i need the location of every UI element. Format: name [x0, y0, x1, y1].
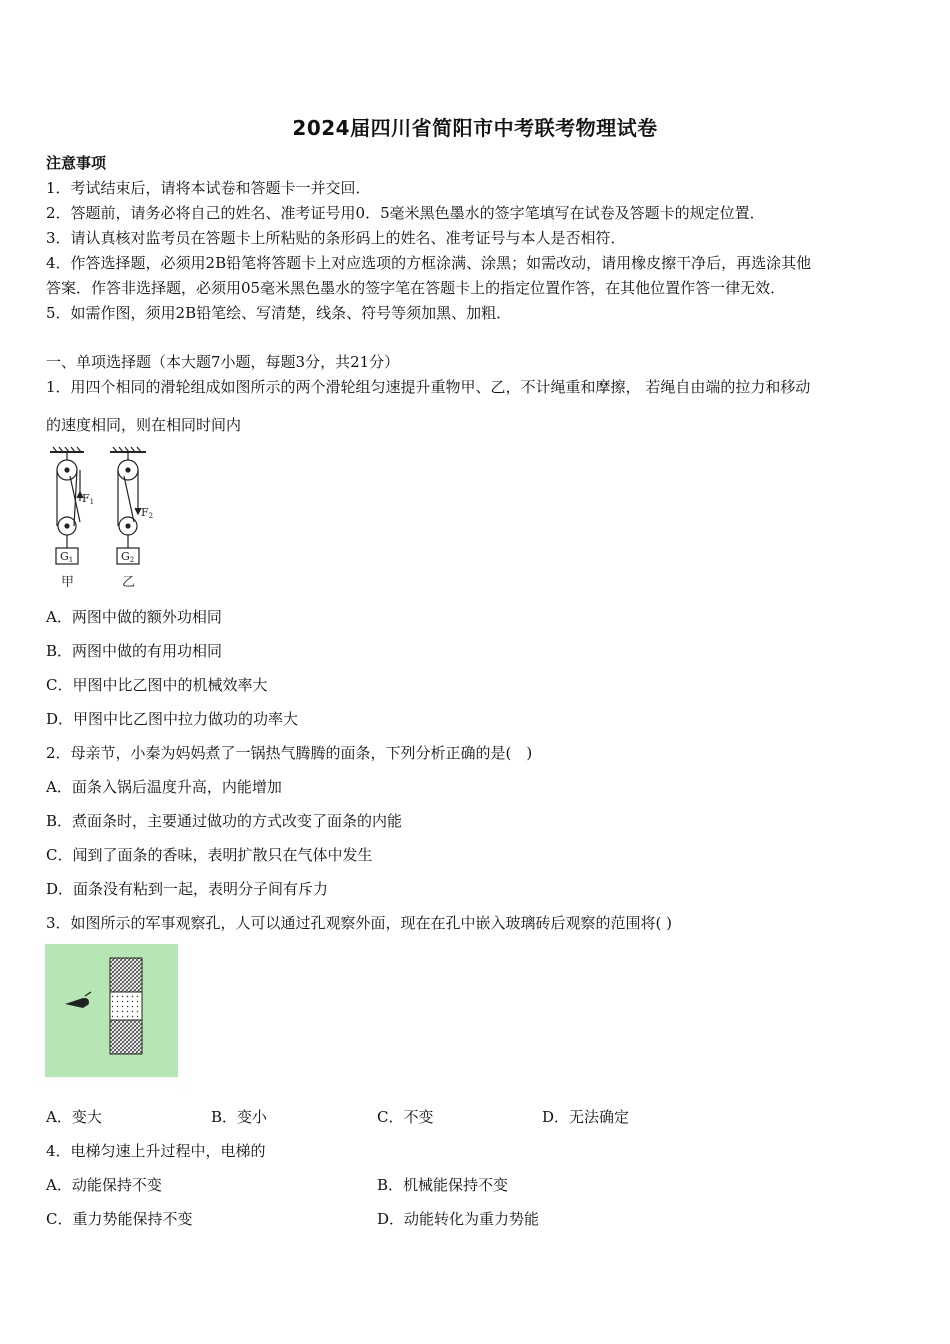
figure-label-left: 甲	[61, 575, 75, 590]
q2-option-a[interactable]: A．面条入锅后温度升高，内能增加	[46, 778, 282, 796]
q1-option-c[interactable]: C．甲图中比乙图中的机械效率大	[46, 676, 268, 694]
figure-label-right: 乙	[122, 575, 136, 590]
q4-option-b[interactable]: B．机械能保持不变	[377, 1176, 509, 1194]
notice-item: 2．答题前，请务必将自己的姓名、准考证号用0．5毫米黑色墨水的签字笔填写在试卷及答题卡的规定位置．	[46, 204, 765, 222]
notice-item: 3．请认真核对监考员在答题卡上所粘贴的条形码上的姓名、准考证号与本人是否相符．	[46, 229, 626, 247]
q1-stem-line2: 的速度相同，则在相同时间内	[46, 416, 242, 434]
q3-option-d[interactable]: D．无法确定	[542, 1108, 630, 1126]
force-label-f1: F1	[82, 492, 95, 506]
notice-item: 答案．作答非选择题，必须用05毫米黑色墨水的签字笔在答题卡上的指定位置作答，在其他位置作答一律无效．	[46, 279, 786, 297]
weight-label-g2: G2	[121, 550, 135, 564]
weight-label-g1: G1	[60, 550, 74, 564]
q3-option-b[interactable]: B．变小	[211, 1108, 268, 1126]
observation-hole-diagram	[45, 944, 178, 1077]
q1-option-d[interactable]: D．甲图中比乙图中拉力做功的功率大	[46, 710, 299, 728]
wall-top	[110, 958, 142, 992]
notice-item: 4．作答选择题，必须用2B铅笔将答题卡上对应选项的方框涂满、涂黑；如需改动，请用橡皮擦干净后，再选涂其他	[46, 254, 812, 272]
q3-option-a[interactable]: A．变大	[46, 1108, 102, 1126]
page-title: 2024届四川省简阳市中考联考物理试卷	[292, 116, 658, 140]
q1-option-b[interactable]: B．两图中做的有用功相同	[46, 642, 223, 660]
notice-heading: 注意事项	[46, 154, 107, 172]
q4-option-c[interactable]: C．重力势能保持不变	[46, 1210, 193, 1228]
notice-item: 1．考试结束后，请将本试卷和答题卡一并交回．	[46, 179, 371, 197]
q4-option-a[interactable]: A．动能保持不变	[46, 1176, 162, 1194]
glass-brick	[110, 992, 142, 1020]
q2-stem: 2．母亲节，小秦为妈妈煮了一锅热气腾腾的面条，下列分析正确的是( )	[46, 744, 533, 762]
q4-stem: 4．电梯匀速上升过程中，电梯的	[46, 1142, 266, 1160]
q2-option-d[interactable]: D．面条没有粘到一起，表明分子间有斥力	[46, 880, 329, 898]
q3-option-c[interactable]: C．不变	[377, 1108, 434, 1126]
pulley-diagram	[44, 446, 164, 594]
q2-option-c[interactable]: C．闻到了面条的香味，表明扩散只在气体中发生	[46, 846, 373, 864]
q3-stem: 3．如图所示的军事观察孔，人可以通过孔观察外面，现在在孔中嵌入玻璃砖后观察的范围将( )	[46, 914, 673, 932]
q4-option-d[interactable]: D．动能转化为重力势能	[377, 1210, 540, 1228]
q2-option-b[interactable]: B．煮面条时，主要通过做功的方式改变了面条的内能	[46, 812, 403, 830]
q1-stem-line1: 1．用四个相同的滑轮组成如图所示的两个滑轮组匀速提升重物甲、乙，不计绳重和摩擦， 若绳自由端的拉力和移动	[46, 378, 811, 396]
q1-option-a[interactable]: A．两图中做的额外功相同	[46, 608, 222, 626]
force-label-f2: F2	[141, 506, 154, 520]
section-heading: 一、单项选择题（本大题7小题，每题3分，共21分）	[46, 353, 400, 371]
wall-bottom	[110, 1020, 142, 1054]
notice-item: 5．如需作图，须用2B铅笔绘、写清楚，线条、符号等须加黑、加粗．	[46, 304, 512, 322]
